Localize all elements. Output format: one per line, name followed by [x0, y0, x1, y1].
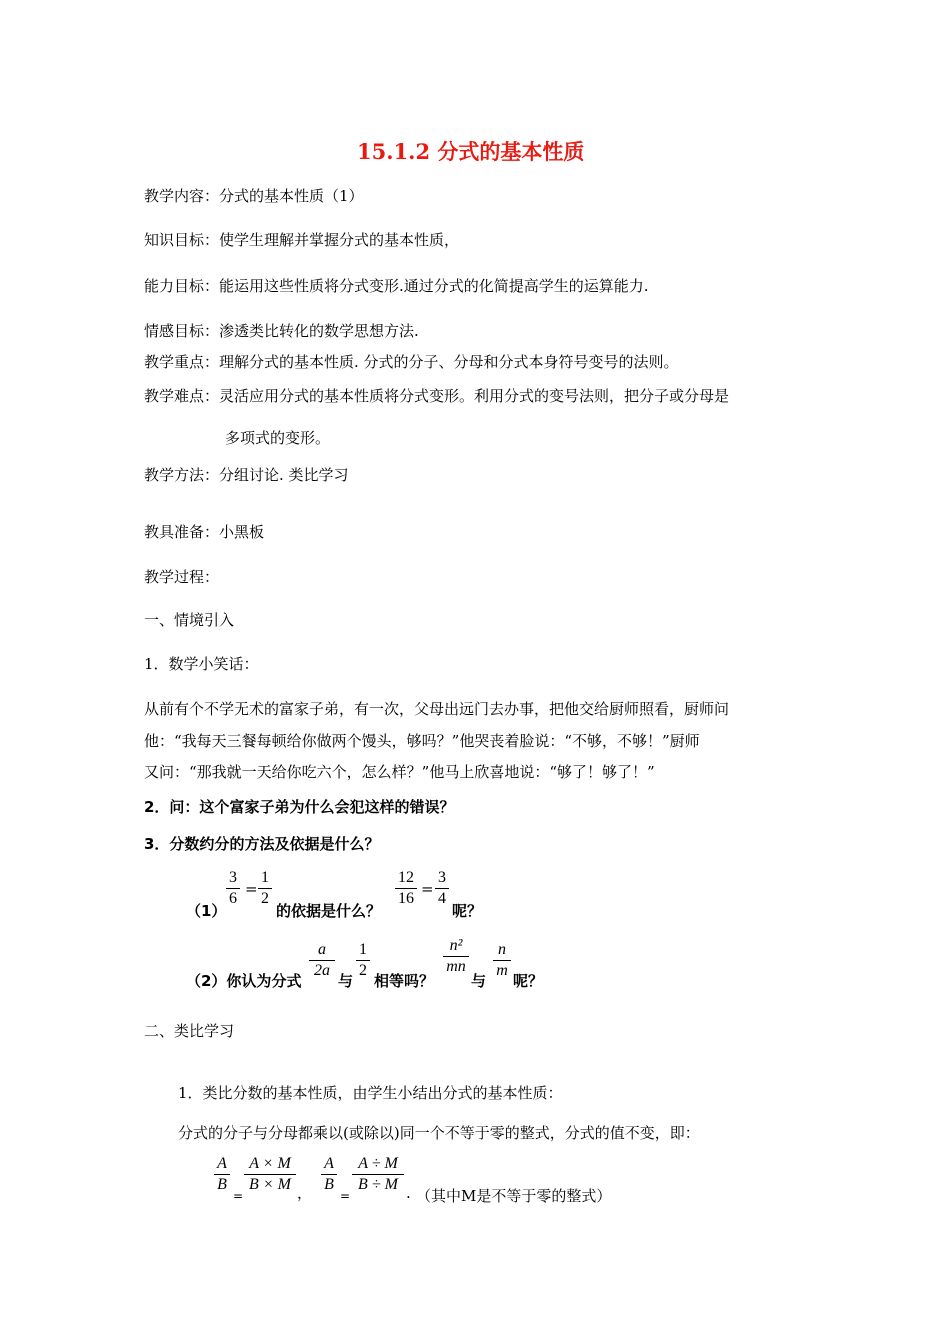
fraction-am-bm: A × M B × M — [244, 1155, 296, 1194]
story-line-2: 他：“我每天三餐每顿给你做两个馒头，够吗？”他哭丧着脸说：“不够，不够！”厨师 — [144, 732, 700, 750]
fraction-3-6: 3 6 — [226, 869, 240, 908]
question-3: 3．分数约分的方法及依据是什么？ — [144, 835, 380, 853]
section-intro: 一、情境引入 — [144, 611, 235, 629]
story-line-1: 从前有个不学无术的富家子弟，有一次，父母出远门去办事，把他交给厨师照看，厨师问 — [144, 700, 730, 718]
section-analogy: 二、类比学习 — [144, 1022, 235, 1040]
page-title: 15.1.2 分式的基本性质 — [357, 139, 585, 164]
analogy-item-1: 1．类比分数的基本性质，由学生小结出分式的基本性质： — [178, 1084, 563, 1102]
fraction-ad-bd: A ÷ M B ÷ M — [352, 1155, 404, 1194]
meta-tools: 教具准备：小黑板 — [144, 523, 265, 541]
fraction-n2-mn: n² mn — [443, 937, 469, 976]
item-joke: 1．数学小笑话： — [144, 655, 259, 673]
meta-key-point: 教学重点：理解分式的基本性质. 分式的分子、分母和分式本身符号变号的法则。 — [144, 353, 679, 371]
meta-emotion-goal: 情感目标：渗透类比转化的数学思想方法. — [144, 322, 419, 340]
meta-knowledge-goal: 知识目标：使学生理解并掌握分式的基本性质， — [144, 231, 460, 249]
meta-ability-goal: 能力目标：能运用这些性质将分式变形.通过分式的化简提高学生的运算能力. — [144, 277, 649, 295]
formula-note: （其中M是不等于零的整式） — [416, 1187, 612, 1205]
fraction-3-4: 3 4 — [435, 869, 449, 908]
fraction-1-2: 1 2 — [258, 869, 272, 908]
property-statement: 分式的分子与分母都乘以(或除以)同一个不等于零的整式，分式的值不变，即： — [178, 1124, 700, 1142]
meta-content: 教学内容：分式的基本性质（1） — [144, 187, 364, 205]
fraction-a-b-2: A B — [321, 1155, 337, 1194]
fraction-a-2a: a 2a — [309, 941, 335, 980]
meta-difficulty: 教学难点：灵活应用分式的基本性质将分式变形。利用分式的变号法则，把分子或分母是 — [144, 387, 730, 405]
fraction-12-16: 12 16 — [395, 869, 417, 908]
process-heading: 教学过程： — [144, 568, 220, 586]
meta-method: 教学方法：分组讨论. 类比学习 — [144, 466, 349, 484]
story-line-3: 又问：“那我就一天给你吃六个，怎么样？”他马上欣喜地说：“够了！够了！” — [144, 763, 655, 781]
fraction-n-m: n m — [493, 941, 511, 980]
question-2: 2．问：这个富家子弟为什么会犯这样的错误？ — [144, 798, 455, 816]
meta-difficulty-cont: 多项式的变形。 — [225, 429, 331, 447]
fraction-a-b: A B — [214, 1155, 230, 1194]
fraction-1-2b: 1 2 — [356, 941, 370, 980]
